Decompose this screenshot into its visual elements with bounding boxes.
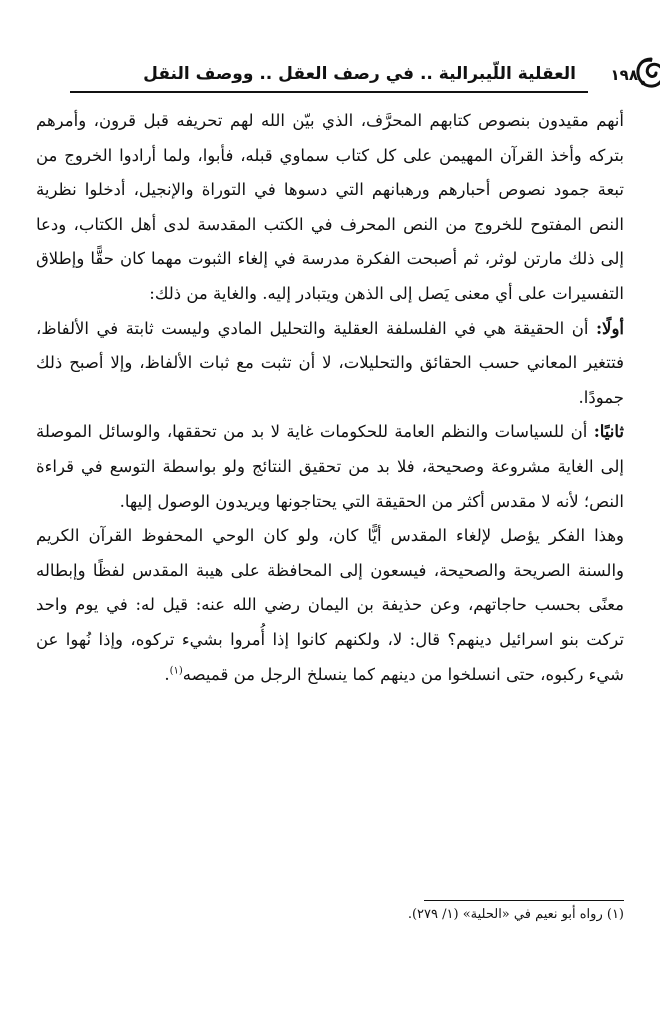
footnote-divider bbox=[424, 900, 624, 901]
header-rule bbox=[70, 91, 588, 93]
point-two-label: ثانيًا: bbox=[593, 422, 624, 442]
paragraph-2: أولًا: أن الحقيقة هي في الفلسلفة العقلية والتحليل المادي وليست ثابتة في الألفاظ، فتتغير المعاني حسب الحقائق والتحليلات، لا أن تثبت مع ثبات الألفاظ، وإلا أصبح ذلك جمودًا. bbox=[36, 318, 624, 407]
paragraph-1: أنهم مقيدون بنصوص كتابهم المحرَّف، الذي بيّن الله لهم تحريفه قبل قرون، وأمرهم بتركه وأخذ القرآن المهيمن على كل كتاب سماوي قبله، فأبوا، ولما أرادوا الخروج من تبعة جمود نصوص أحبارهم ورهبانهم التي دسوها في التوراة والإنجيل، أدخلوا نظرية النص المفتوح للخروج من النص المحرف في الكتب المقدسة لدى أهل الكتاب، ودعا إلى ذلك مارتن لوثر، ثم أصبحت الفكرة مدرسة في إلغاء الثبوت مهما كان حقًّا وإطلاق التفسيرات على أي معنى يَصل إلى الذهن ويتبادر إليه. والغاية من ذلك: bbox=[36, 111, 624, 303]
paragraph-4: وهذا الفكر يؤصل لإلغاء المقدس أيًّا كان، ولو كان الوحي المحفوظ القرآن الكريم والسنة الصريحة والصحيحة، فيسعون إلى المحافظة على هيبة المقدس لفظًا وإبطاله معنًى بحسب حاجاتهم، وعن حذيفة بن اليمان رضي الله عنه: قيل له: في يوم واحد تركت بنو اسرائيل دينهم؟ قال: لا، ولكنهم كانوا إذا أُمروا بشيء تركوه، وإذا نُهوا عن شيء ركبوه، حتى انسلخوا من دينهم كما ينسلخ الرجل من قميصه$^{(١)}$. bbox=[36, 526, 625, 684]
paragraph-3: ثانيًا: أن للسياسات والنظم العامة للحكومات غاية لا بد من تحققها، والوسائل الموصلة إلى الغاية مشروعة وصحيحة، فلا بد من تحقيق النتائج ولو بواسطة التوسع في قراءة النص؛ لأنه لا مقدس أكثر من الحقيقة التي يحتاجونها ويريدون الوصول إليها. bbox=[36, 422, 624, 511]
footnote: (١) رواه أبو نعيم في «الحلية» (١/ ٢٧٩). bbox=[407, 907, 624, 922]
point-one-label: أولًا: bbox=[595, 318, 624, 338]
page-number: ١٩٨ bbox=[610, 66, 638, 84]
running-header-title: العقلية اللّيبرالية .. في رصف العقل .. ووصف النقل bbox=[143, 64, 576, 84]
hadith-quote: قيل له: في يوم واحد تركت بنو اسرائيل دينهم؟ قال: لا، ولكنهم كانوا إذا أُمروا بشيء تركوه، وإذا نُهوا عن شيء ركبوه، حتى انسلخوا من دينهم كما ينسلخ الرجل من قميصه bbox=[36, 595, 624, 684]
footnote-reference[interactable]: (١) bbox=[169, 665, 183, 676]
running-header bbox=[70, 58, 638, 102]
body-text bbox=[36, 104, 624, 692]
